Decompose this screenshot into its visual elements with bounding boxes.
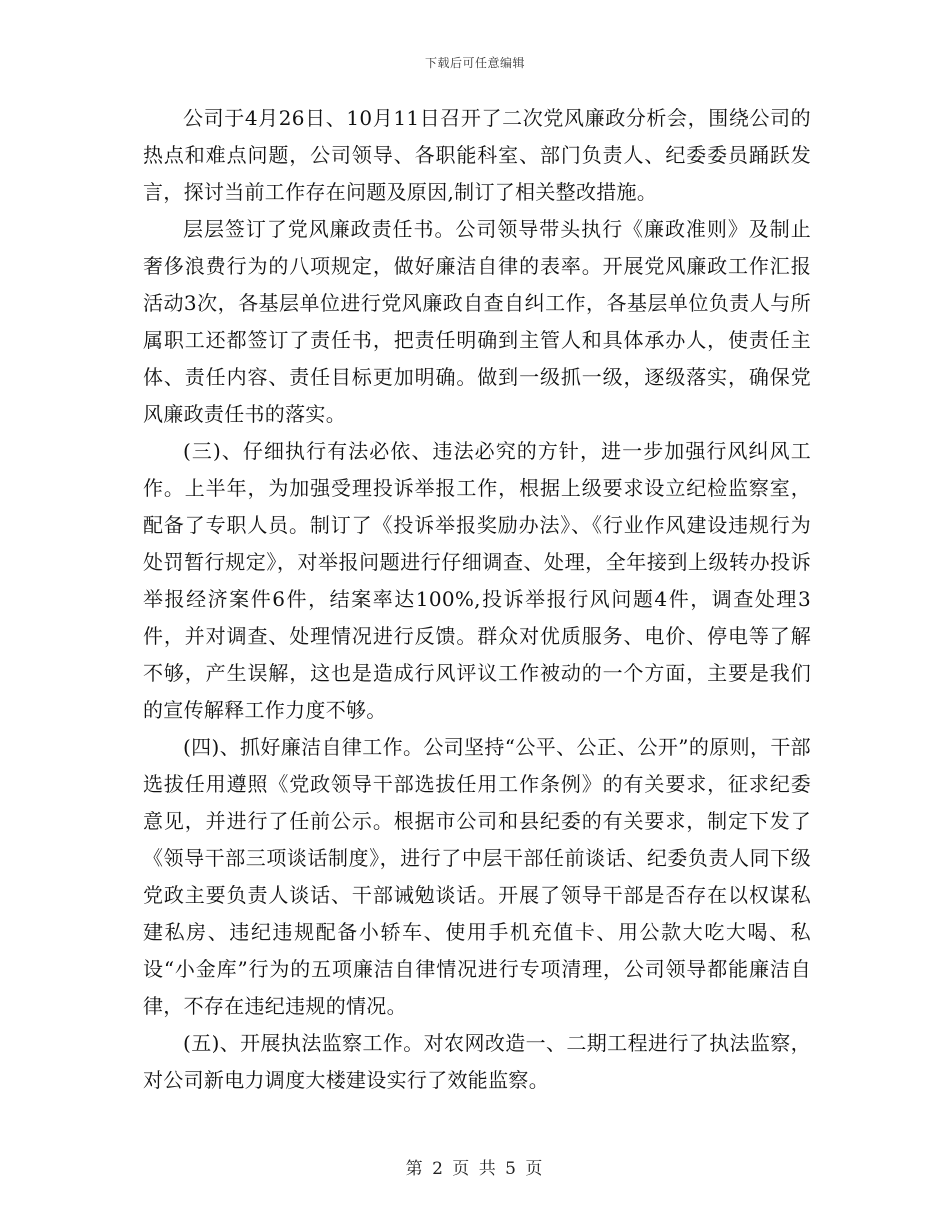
page-header: 下载后可任意编辑 xyxy=(424,56,525,70)
paragraph-meeting: 公司于4月26日、10月11日召开了二次党风廉政分析会，围绕公司的热点和难点问题，公司领导、各职能科室、部门负责人、纪委委员踊跃发言，探讨当前工作存在问题及原因,制订了相关整改措施。 xyxy=(143,106,811,204)
paragraph-responsibility: 层层签订了党风廉政责任书。公司领导带头执行《廉政准则》及制止奢侈浪费行为的八项规定，做好廉洁自律的表率。开展党风廉政工作汇报活动3次，各基层单位进行党风廉政自查自纠工作，各基层单位负责人与所属职工还都签订了责任书，把责任明确到主管人和具体承办人，使责任主体、责任内容、责任目标更加明确。做到一级抓一级，逐级落实，确保党风廉政责任书的落实。 xyxy=(143,217,811,426)
paragraph-section-4: (四)、抓好廉洁自律工作。公司坚持“公平、公正、公开”的原则，干部选拔任用遵照《党政领导干部选拔任用工作条例》的有关要求，征求纪委意见，并进行了任前公示。根据市公司和县纪委的有关要求，制定下发了《领导干部三项谈话制度》，进行了中层干部任前谈话、纪委负责人同下级党政主要负责人谈话、干部诫勉谈话。开展了领导干部是否存在以权谋私建私房、违纪违规配备小轿车、使用手机充值卡、用公款大吃大喝、私设“小金库”行为的五项廉洁自律情况进行专项清理，公司领导都能廉洁自律，不存在违纪违规的情况。 xyxy=(143,735,811,1018)
document-body xyxy=(143,100,811,1099)
paragraph-section-5: (五)、开展执法监察工作。对农网改造一、二期工程进行了执法监察，对公司新电力调度大楼建设实行了效能监察。 xyxy=(143,1031,811,1092)
page-number: 第 2 页 共 5 页 xyxy=(405,1159,545,1179)
paragraph-section-3: (三)、仔细执行有法必依、违法必究的方针，进一步加强行风纠风工作。上半年，为加强受理投诉举报工作，根据上级要求设立纪检监察室，配备了专职人员。制订了《投诉举报奖励办法》、《行业作风建设违规行为处罚暂行规定》，对举报问题进行仔细调查、处理，全年接到上级转办投诉举报经济案件6件，结案率达100%,投诉举报行风问题4件，调查处理3件，并对调查、处理情况进行反馈。群众对优质服务、电价、停电等了解不够，产生误解，这也是造成行风评议工作被动的一个方面，主要是我们的宣传解释工作力度不够。 xyxy=(143,439,811,722)
